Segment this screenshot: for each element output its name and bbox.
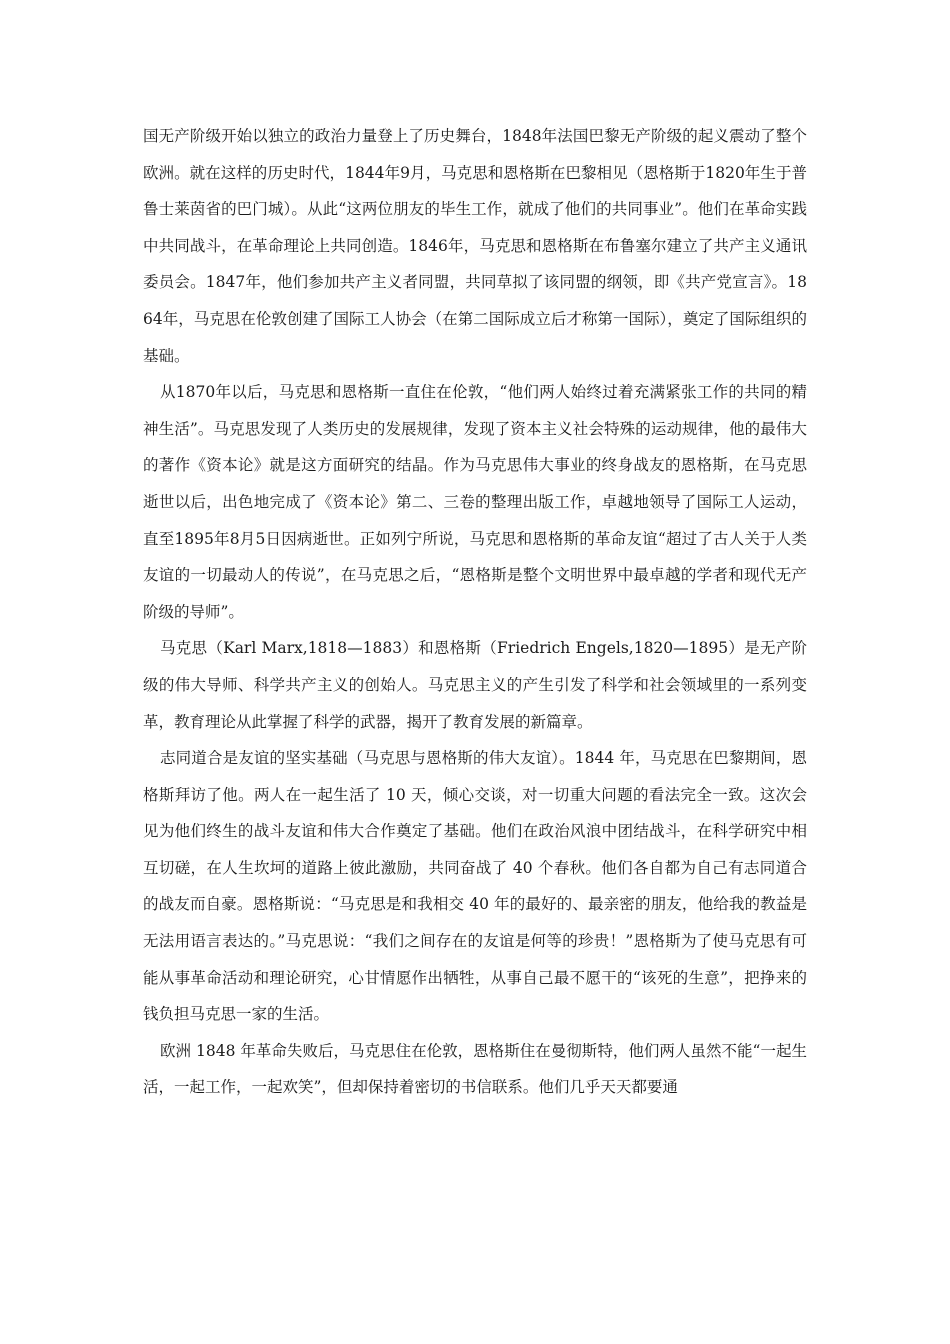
paragraph-5: 欧洲 1848 年革命失败后，马克思住在伦敦，恩格斯住在曼彻斯特，他们两人虽然不能“一起生活，一起工作，一起欢笑”，但却保持着密切的书信联系。他们几乎天天都要通: [143, 1041, 807, 1097]
paragraph-1: 国无产阶级开始以独立的政治力量登上了历史舞台，1848年法国巴黎无产阶级的起义震动了整个欧洲。就在这样的历史时代，1844年9月，马克思和恩格斯在巴黎相见（恩格斯于1820年生于普鲁士莱茵省的巴门城）。从此“这两位朋友的毕生工作，就成了他们的共同事业”。他们在革命实践中共同战斗，在革命理论上共同创造。1846年，马克思和恩格斯在布鲁塞尔建立了共产主义通讯委员会。1847年，他们参加共产主义者同盟，共同草拟了该同盟的纲领，即《共产党宣言》。1864年，马克思在伦敦创建了国际工人协会（在第二国际成立后才称第一国际），奠定了国际组织的基础。: [143, 127, 807, 365]
paragraph-4: 志同道合是友谊的坚实基础（马克思与恩格斯的伟大友谊）。1844 年，马克思在巴黎期间，恩格斯拜访了他。两人在一起生活了 10 天，倾心交谈，对一切重大问题的看法完全一致。这次会见为他们终生的战斗友谊和伟大合作奠定了基础。他们在政治风浪中团结战斗，在科学研究中相互切磋，在人生坎坷的道路上彼此激励，共同奋战了 40 个春秋。他们各自都为自己有志同道合的战友而自豪。恩格斯说：“马克思是和我相交 40 年的最好的、最亲密的朋友，他给我的教益是无法用语言表达的。”马克思说：“我们之间存在的友谊是何等的珍贵！”恩格斯为了使马克思有可能从事革命活动和理论研究，心甘情愿作出牺牲，从事自己最不愿干的“该死的生意”，把挣来的钱负担马克思一家的生活。: [143, 749, 807, 1024]
paragraph-2: 从1870年以后，马克思和恩格斯一直住在伦敦，“他们两人始终过着充满紧张工作的共同的精神生活”。马克思发现了人类历史的发展规律，发现了资本主义社会特殊的运动规律，他的最伟大的著作《资本论》就是这方面研究的结晶。作为马克思伟大事业的终身战友的恩格斯，在马克思逝世以后，出色地完成了《资本论》第二、三卷的整理出版工作，卓越地领导了国际工人运动，直至1895年8月5日因病逝世。正如列宁所说，马克思和恩格斯的革命友谊“超过了古人关于人类友谊的一切最动人的传说”，在马克思之后，“恩格斯是整个文明世界中最卓越的学者和现代无产阶级的导师”。: [143, 383, 807, 621]
document-body: [143, 118, 807, 1106]
paragraph-3: 马克思（Karl Marx,1818—1883）和恩格斯（Friedrich Engels,1820—1895）是无产阶级的伟大导师、科学共产主义的创始人。马克思主义的产生引发了科学和社会领域里的一系列变革，教育理论从此掌握了科学的武器，揭开了教育发展的新篇章。: [143, 639, 807, 731]
